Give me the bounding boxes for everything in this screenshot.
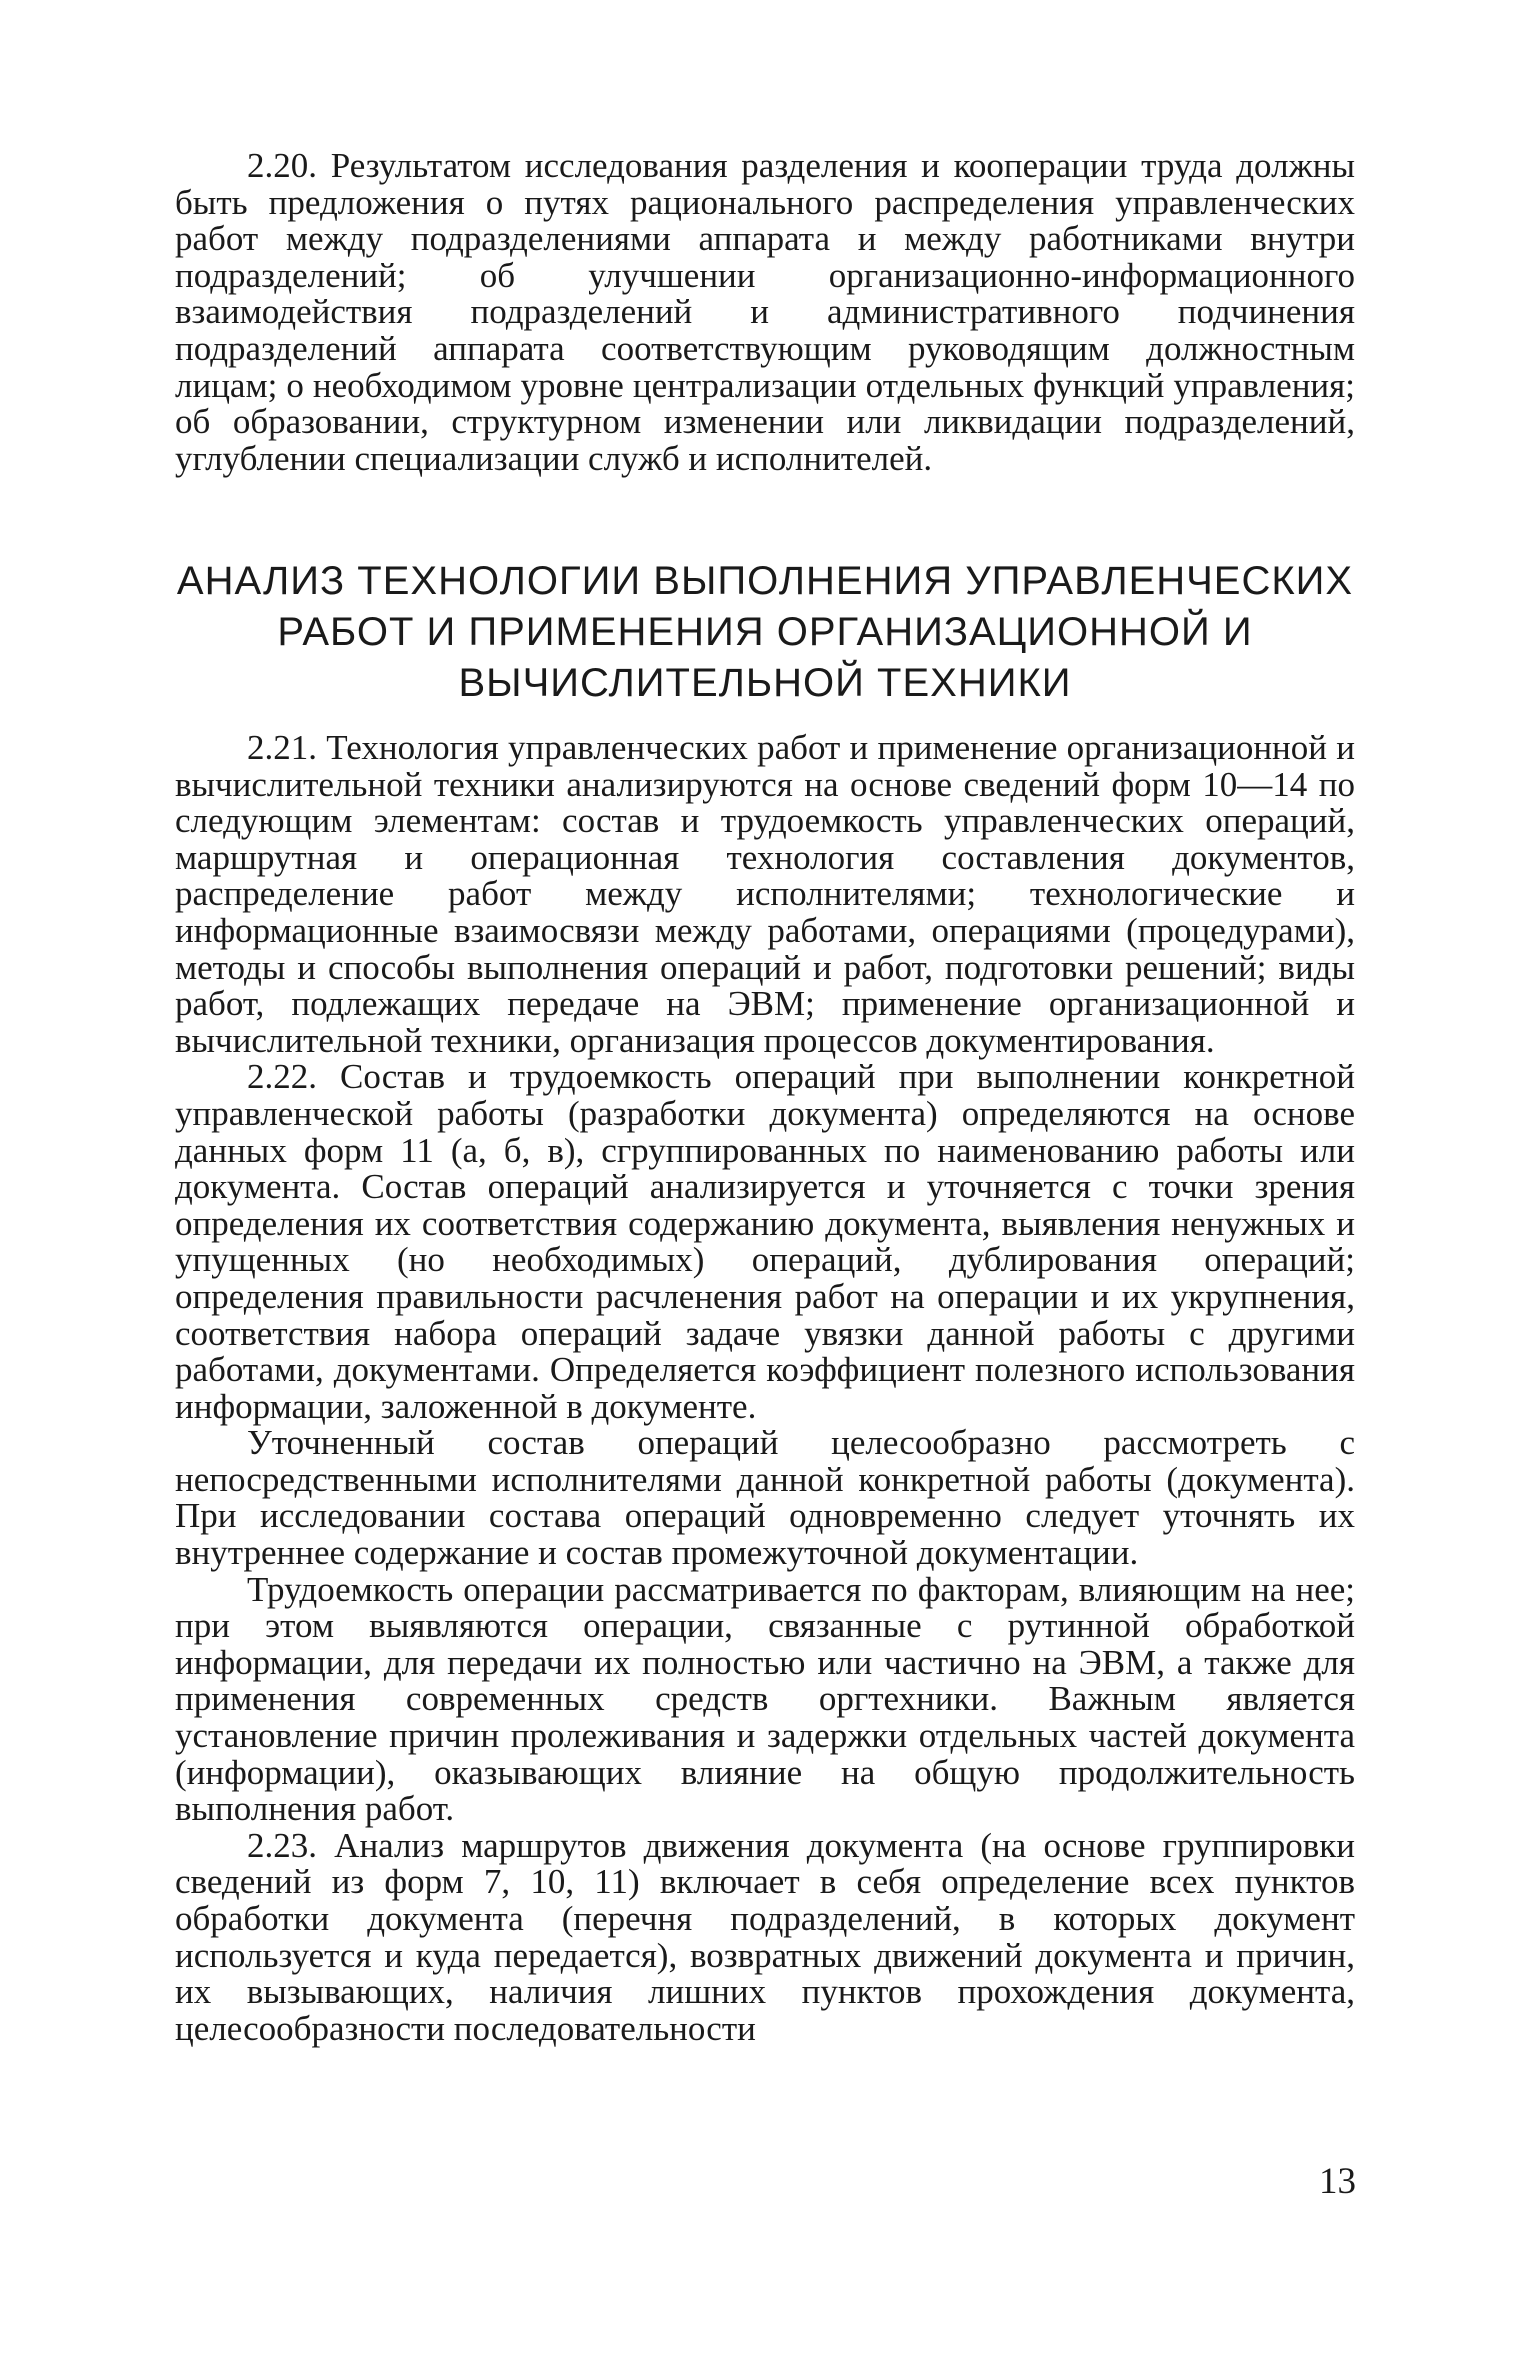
text-block-main <box>175 730 1355 2047</box>
paragraph-2-22: 2.22. Состав и трудоемкость операций при выполнении конкретной управленческой работы (разработки документа) определяются на основе данных форм 11 (а, б, в), сгруппированных по наименованию работы или документа. Состав операций анализируется и уточняется с точки зрения определения их соответствия содержанию документа, выявления ненужных и упущенных (но необходимых) операций, дублирования операций; определения правильности расчленения работ на операции и их укрупнения, соответствия набора операций задаче увязки данной работы с другими работами, документами. Определяется коэффициент полезного использования информации, заложенной в документе. <box>175 1057 1355 1426</box>
paragraph-2-20: 2.20. Результатом исследования разделения и кооперации труда должны быть предложения о путях рационального распределения управленческих работ между подразделениями аппарата и между работниками внутри подразделений; об улучшении организационно-информационного взаимодействия подразделений и административного подчинения подразделений аппарата соответствующим руководящим должностным лицам; о необходимом уровне централизации отдельных функций управления; об образовании, структурном изменении или ликвидации подразделений, углублении специализации служб и исполнителей. <box>175 146 1355 478</box>
paragraph-2-23: 2.23. Анализ маршрутов движения документа (на основе группировки сведений из форм 7, 10, 11) включает в себя определение всех пунктов обработки документа (перечня подразделений, в которых документ используется и куда передается), возвратных движений документа и причин, их вызывающих, наличия лишних пунктов прохождения документа, целесообразности последовательности <box>175 1825 1355 2048</box>
text-block-top <box>175 148 1355 477</box>
section-heading: АНАЛИЗ ТЕХНОЛОГИИ ВЫПОЛНЕНИЯ УПРАВЛЕНЧЕСКИХ РАБОТ И ПРИМЕНЕНИЯ ОРГАНИЗАЦИОННОЙ И ВЫЧИСЛИТЕЛЬНОЙ ТЕХНИКИ <box>176 559 1354 705</box>
paragraph-labor-intensity: Трудоемкость операции рассматривается по факторам, влияющим на нее; при этом выявляются операции, связанные с рутинной обработкой информации, для передачи их полностью или частично на ЭВМ, а также для применения современных средств оргтехники. Важным является установление причин пролеживания и задержки отдельных частей документа (информации), оказывающих влияние на общую продолжительность выполнения работ. <box>175 1569 1355 1829</box>
page-number: 13 <box>1319 2161 1356 2202</box>
paragraph-composition: Уточненный состав операций целесообразно рассмотреть с непосредственными исполнителями данной конкретной работы (документа). При исследовании состава операций одновременно следует уточнять их внутреннее содержание и состав промежуточной документации. <box>175 1423 1355 1573</box>
paragraph-2-21: 2.21. Технология управленческих работ и применение организационной и вычислительной техники анализируются на основе сведений форм 10—14 по следующим элементам: состав и трудоемкость управленческих операций, маршрутная и операционная технология составления документов, распределение работ между исполнителями; технологические и информационные взаимосвязи между работами, операциями (процедурами), методы и способы выполнения операций и работ, подготовки решений; виды работ, подлежащих передаче на ЭВМ; применение организационной и вычислительной техники, организация процессов документирования. <box>175 728 1355 1060</box>
